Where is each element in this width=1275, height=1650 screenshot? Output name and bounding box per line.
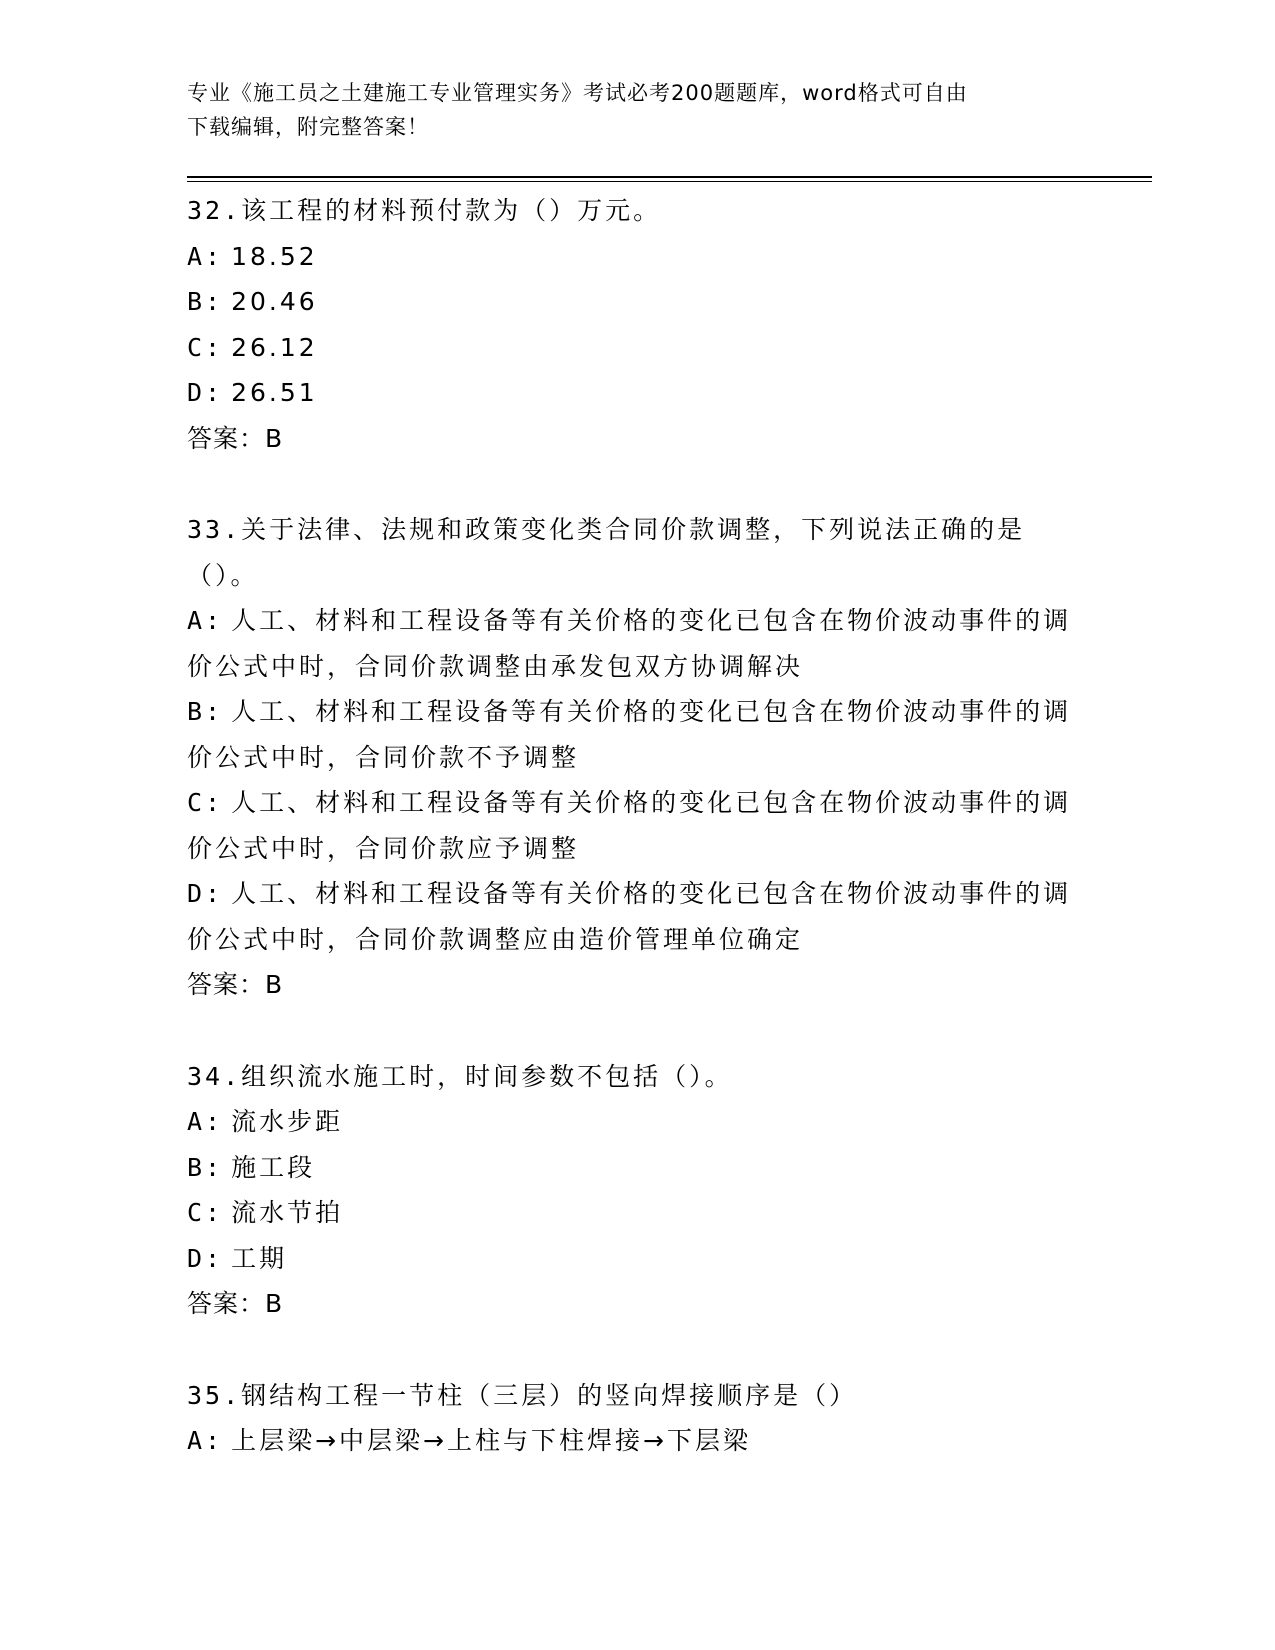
option-key: B: [187,697,224,726]
option-key: D: [187,879,224,908]
answer-line: 答案：B [187,423,284,453]
header-line-1: 专业《施工员之土建施工专业管理实务》考试必考200题题库，word格式可自由 [187,81,968,105]
option-key: B: [187,1152,224,1182]
option-key: A: [187,1107,224,1136]
header-divider-thin [187,181,1152,182]
question-33 [187,507,1087,1008]
option-text: 人工、材料和工程设备等有关价格的变化已包含在物价波动事件的调价公式中时，合同价款不予调整 [187,697,1072,772]
option-key: C: [187,332,224,362]
option-key: D: [187,378,224,407]
question-spacer [187,1327,1087,1373]
option-c [187,1190,1087,1236]
document-page [187,0,1152,1650]
question-number: 33. [187,515,242,544]
option-b [187,689,1087,780]
option-c [187,325,1087,371]
option-key: A: [187,1426,224,1455]
question-35 [187,1373,1087,1464]
option-text: 人工、材料和工程设备等有关价格的变化已包含在物价波动事件的调价公式中时，合同价款应予调整 [187,788,1072,863]
option-a [187,234,1087,280]
header-divider-thick [187,176,1152,178]
option-c [187,780,1087,871]
question-title [187,188,1087,234]
option-b [187,1145,1087,1191]
document-header [187,76,1087,144]
option-text: 上层梁→中层梁→上柱与下柱焊接→下层梁 [231,1426,751,1455]
option-text: 26.51 [231,378,318,407]
option-text: 施工段 [231,1152,316,1182]
question-title [187,1373,1087,1419]
option-a [187,1418,1087,1464]
question-text: 该工程的材料预付款为（）万元。 [241,196,662,225]
option-text: 人工、材料和工程设备等有关价格的变化已包含在物价波动事件的调价公式中时，合同价款调整由承发包双方协调解决 [187,606,1072,681]
option-d [187,871,1087,962]
question-32 [187,188,1087,461]
question-spacer [187,461,1087,507]
option-d [187,1236,1087,1282]
question-title [187,1054,1087,1100]
option-text: 20.46 [231,287,318,316]
question-list [187,188,1087,1464]
header-line-2: 下载编辑，附完整答案！ [187,115,429,139]
option-key: B: [187,287,224,316]
question-text: 钢结构工程一节柱（三层）的竖向焊接顺序是（） [241,1380,858,1410]
option-text: 流水节拍 [231,1198,344,1227]
option-text: 18.52 [231,241,318,271]
question-text: 关于法律、法规和政策变化类合同价款调整，下列说法正确的是（）。 [187,515,1026,590]
question-spacer [187,1008,1087,1054]
option-text: 流水步距 [231,1107,344,1136]
question-title [187,507,1087,598]
option-text: 26.12 [231,332,318,362]
option-a [187,1099,1087,1145]
option-text: 工期 [231,1243,288,1273]
option-d [187,370,1087,416]
question-number: 34. [187,1061,242,1091]
question-34 [187,1054,1087,1327]
option-key: C: [187,788,224,817]
option-key: A: [187,606,224,635]
question-number: 32. [187,196,242,225]
option-key: D: [187,1243,224,1273]
option-a [187,598,1087,689]
option-b [187,279,1087,325]
option-key: A: [187,241,224,271]
answer-line: 答案：B [187,970,284,999]
question-number: 35. [187,1380,242,1410]
question-text: 组织流水施工时，时间参数不包括（）。 [241,1061,733,1091]
answer-line: 答案：B [187,1289,284,1318]
option-text: 人工、材料和工程设备等有关价格的变化已包含在物价波动事件的调价公式中时，合同价款调整应由造价管理单位确定 [187,879,1072,954]
option-key: C: [187,1198,224,1227]
